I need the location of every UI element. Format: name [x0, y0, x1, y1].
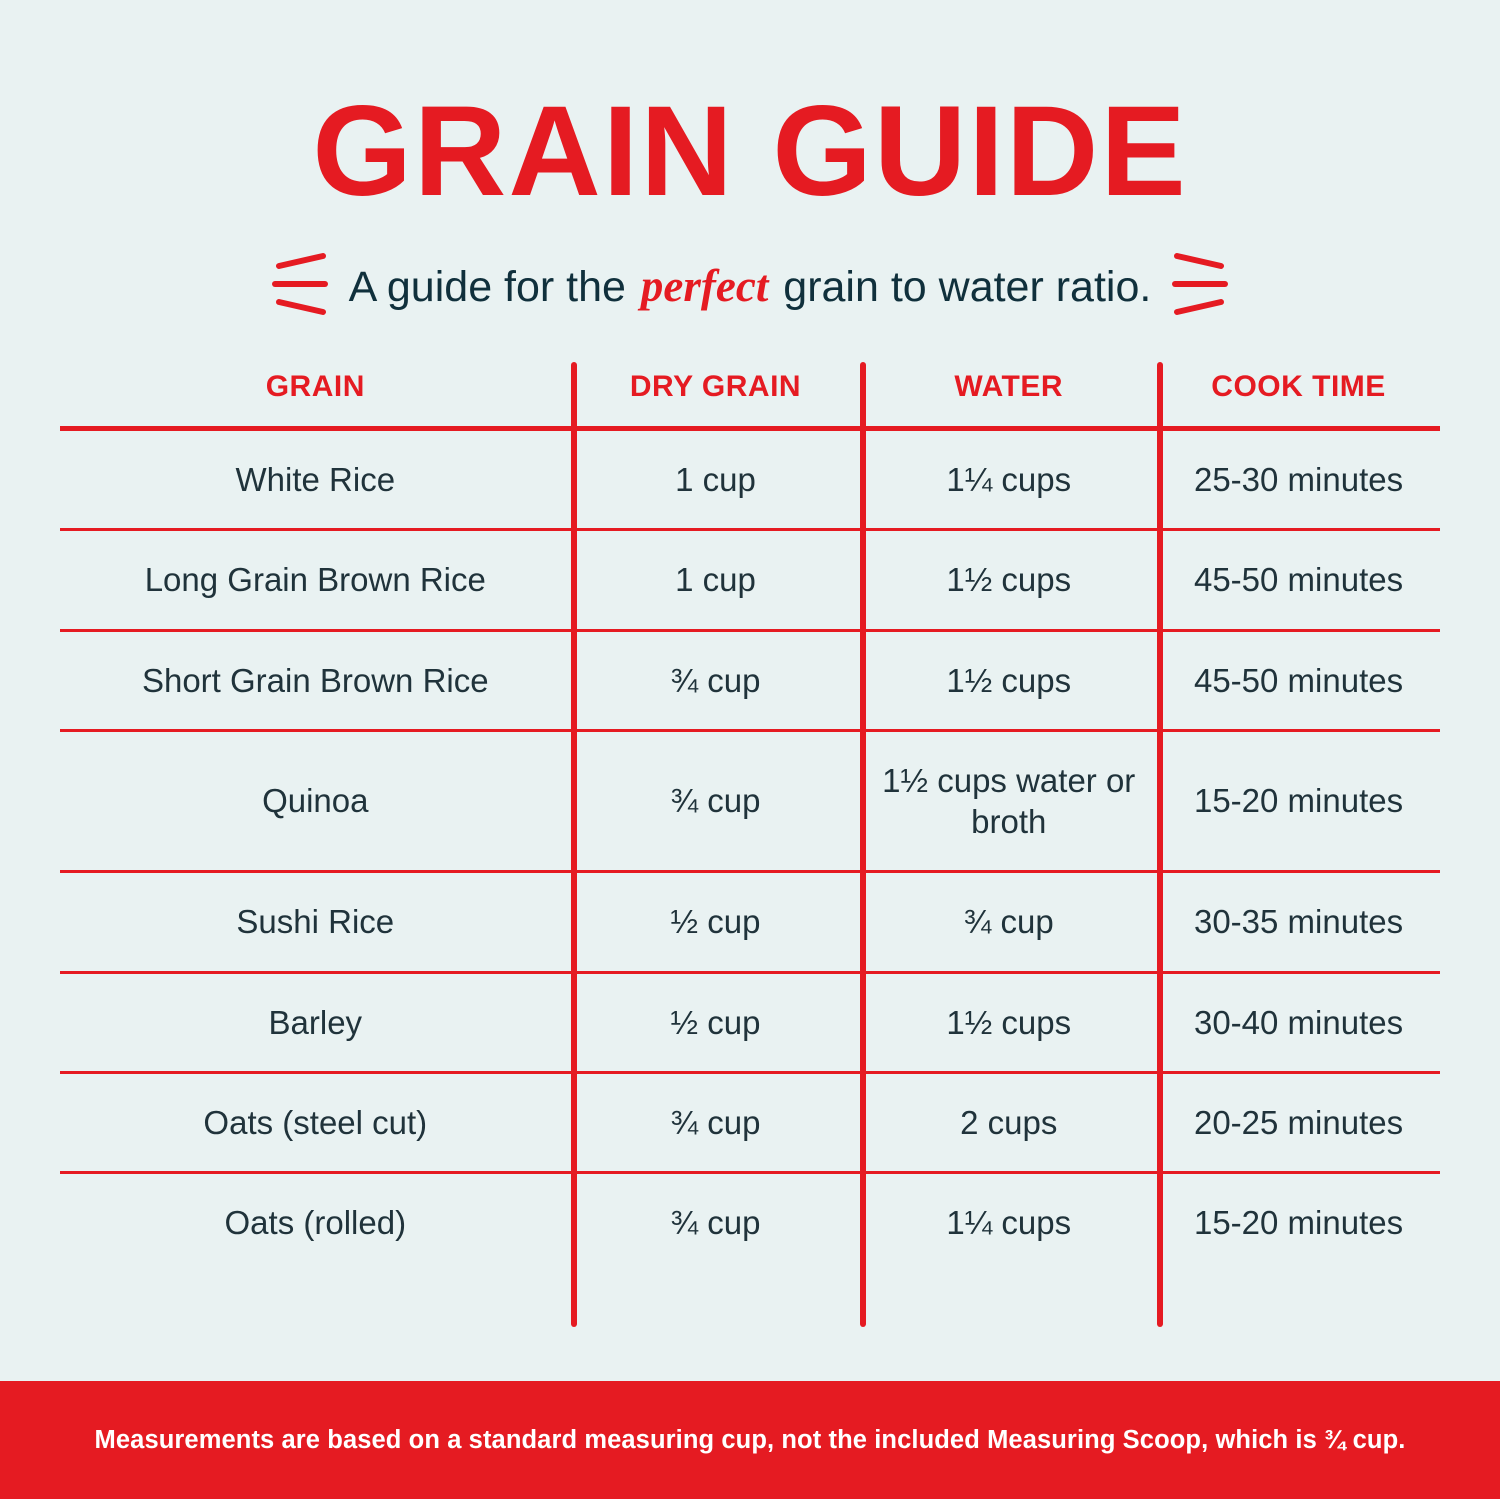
cell-dry-grain: ½ cup: [571, 872, 861, 972]
table-row: [60, 1173, 1440, 1272]
cell-cook-time: 20-25 minutes: [1157, 1072, 1440, 1172]
cell-dry-grain: ¾ cup: [571, 730, 861, 872]
grain-table-wrapper: [60, 362, 1440, 1271]
cell-water: 1½ cups: [860, 630, 1157, 730]
cell-cook-time: 45-50 minutes: [1157, 630, 1440, 730]
table-row: [60, 429, 1440, 530]
column-header-grain: GRAIN: [265, 370, 365, 403]
subtitle-after: grain to water ratio.: [771, 263, 1152, 311]
cell-water: 1½ cups: [860, 530, 1157, 630]
cell-dry-grain: ½ cup: [571, 972, 861, 1072]
footer-note-bar: [0, 1381, 1500, 1499]
table-row: [60, 872, 1440, 972]
cell-grain: Short Grain Brown Rice: [60, 630, 571, 730]
cell-grain: Oats (steel cut): [60, 1072, 571, 1172]
footer-note-text: Measurements are based on a standard measuring cup, not the included Measuring Scoop, which is ¾ cup.: [94, 1425, 1406, 1454]
cell-cook-time: 30-40 minutes: [1157, 972, 1440, 1072]
cell-grain: Quinoa: [60, 730, 571, 872]
table-row: [60, 1072, 1440, 1172]
table-row: [60, 630, 1440, 730]
cell-water: 1½ cups: [860, 972, 1157, 1072]
cell-water: ¾ cup: [860, 872, 1157, 972]
cell-dry-grain: 1 cup: [571, 530, 861, 630]
cell-grain: White Rice: [60, 429, 571, 530]
page-title: GRAIN GUIDE: [312, 80, 1188, 223]
cell-cook-time: 15-20 minutes: [1157, 730, 1440, 872]
table-header-row: [60, 362, 1440, 429]
cell-cook-time: 15-20 minutes: [1193, 1204, 1404, 1241]
cell-dry-grain: 1 cup: [571, 429, 861, 530]
cell-dry-grain: ¾ cup: [670, 1204, 761, 1241]
cell-cook-time: 30-35 minutes: [1157, 872, 1440, 972]
burst-lines-icon: [265, 250, 331, 322]
column-header-water: WATER: [954, 370, 1064, 403]
cell-grain: Oats (rolled): [224, 1204, 407, 1241]
cell-grain: Long Grain Brown Rice: [60, 530, 571, 630]
burst-lines-icon: [1169, 250, 1235, 322]
cell-water: 1½ cups water or broth: [860, 730, 1157, 872]
cell-grain: Barley: [60, 972, 571, 1072]
cell-water: 1¼ cups: [946, 1204, 1072, 1241]
column-divider-2: [860, 362, 866, 1327]
column-header-dry-grain: DRY GRAIN: [629, 370, 802, 403]
grain-table: [60, 362, 1440, 1271]
page-subtitle: [349, 260, 1152, 312]
cell-dry-grain: ¾ cup: [571, 1072, 861, 1172]
cell-water: 1¼ cups: [860, 429, 1157, 530]
subtitle-before: A guide for the: [348, 263, 638, 311]
cell-cook-time: 45-50 minutes: [1157, 530, 1440, 630]
subtitle-row: [0, 250, 1500, 322]
table-row: [60, 530, 1440, 630]
column-header-cook-time: COOK TIME: [1211, 370, 1386, 403]
cell-water: 2 cups: [860, 1072, 1157, 1172]
table-row: [60, 972, 1440, 1072]
subtitle-script-word: perfect: [640, 261, 769, 311]
cell-dry-grain: ¾ cup: [571, 630, 861, 730]
column-divider-3: [1157, 362, 1163, 1327]
column-divider-1: [571, 362, 577, 1327]
cell-cook-time: 25-30 minutes: [1157, 429, 1440, 530]
table-row: [60, 730, 1440, 872]
cell-grain: Sushi Rice: [60, 872, 571, 972]
